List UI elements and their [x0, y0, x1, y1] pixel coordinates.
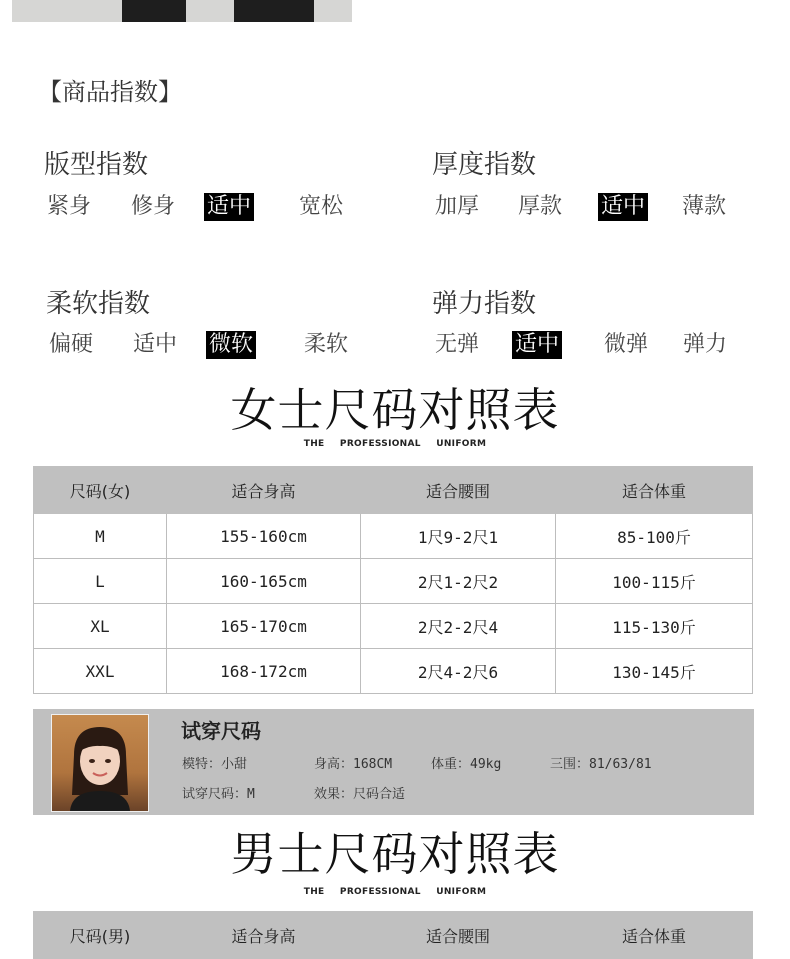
women-chart-subtitle: THE PROFESSIONAL UNIFORM: [303, 439, 487, 449]
index-options-thickness: [432, 193, 762, 223]
index-title-thickness: 厚度指数: [432, 150, 537, 180]
option-softness-hard: 偏硬: [49, 332, 94, 357]
try-on-effect: 效果：尺码合适: [314, 787, 406, 802]
table-row: [34, 514, 753, 559]
cell-waist: 1尺9-2尺1: [361, 514, 556, 559]
cell-waist: 2尺4-2尺6: [361, 649, 556, 694]
model-weight: 体重：49kg: [431, 757, 502, 772]
men-size-table: [33, 911, 753, 959]
option-fit-regular-selected: 适中: [204, 193, 254, 221]
women-chart-title: 女士尺码对照表: [230, 383, 560, 437]
index-options-softness: [46, 331, 376, 361]
option-softness-soft: 柔软: [304, 332, 349, 357]
option-fit-slim: 修身: [131, 194, 176, 219]
try-on-panel: [33, 709, 754, 815]
cell-height: 165-170cm: [167, 604, 361, 649]
cell-height: 160-165cm: [167, 559, 361, 604]
cell-size: XXL: [34, 649, 167, 694]
model-portrait-icon: [52, 715, 148, 811]
men-chart-subtitle: THE PROFESSIONAL UNIFORM: [303, 887, 487, 897]
cell-weight: 85-100斤: [556, 514, 753, 559]
option-thickness-thin: 薄款: [682, 194, 727, 219]
table-header-row: [34, 912, 753, 959]
index-title-fit: 版型指数: [44, 150, 149, 180]
cell-size: XL: [34, 604, 167, 649]
header-size: 尺码(女): [34, 467, 167, 514]
option-thickness-medium-thick: 厚款: [518, 194, 563, 219]
try-on-title: 试穿尺码: [181, 719, 261, 743]
header-weight: 适合体重: [556, 912, 753, 959]
cell-height: 168-172cm: [167, 649, 361, 694]
model-height: 身高：168CM: [314, 757, 393, 772]
header-weight: 适合体重: [556, 467, 753, 514]
header-waist: 适合腰围: [361, 912, 556, 959]
cell-height: 155-160cm: [167, 514, 361, 559]
women-size-table: [33, 466, 753, 694]
header-height: 适合身高: [167, 467, 361, 514]
option-thickness-thick: 加厚: [435, 194, 480, 219]
option-fit-loose: 宽松: [299, 194, 344, 219]
cell-size: L: [34, 559, 167, 604]
table-row: [34, 604, 753, 649]
cell-weight: 130-145斤: [556, 649, 753, 694]
option-elasticity-slight: 微弹: [604, 332, 649, 357]
photo-leg-right: [234, 0, 314, 22]
option-softness-moderate: 适中: [133, 332, 178, 357]
header-size: 尺码(男): [34, 912, 167, 959]
model-name: 模特：小甜: [182, 757, 248, 772]
option-softness-slightly-soft-selected: 微软: [206, 331, 256, 359]
cell-weight: 115-130斤: [556, 604, 753, 649]
index-options-fit: [44, 193, 374, 223]
cell-waist: 2尺1-2尺2: [361, 559, 556, 604]
model-measurements: 三围：81/63/81: [550, 757, 652, 772]
table-row: [34, 649, 753, 694]
table-header-row: [34, 467, 753, 514]
section-label: 【商品指数】: [38, 78, 182, 106]
cell-weight: 100-115斤: [556, 559, 753, 604]
table-row: [34, 559, 753, 604]
index-options-elasticity: [432, 331, 762, 361]
index-title-elasticity: 弹力指数: [432, 289, 537, 319]
product-photo-crop: [12, 0, 352, 22]
header-height: 适合身高: [167, 912, 361, 959]
cell-size: M: [34, 514, 167, 559]
index-title-softness: 柔软指数: [46, 289, 151, 319]
cell-waist: 2尺2-2尺4: [361, 604, 556, 649]
option-elasticity-stretch: 弹力: [683, 332, 728, 357]
try-on-size: 试穿尺码：M: [182, 787, 255, 802]
model-avatar: [51, 714, 149, 812]
option-elasticity-moderate-selected: 适中: [512, 331, 562, 359]
header-waist: 适合腰围: [361, 467, 556, 514]
option-thickness-moderate-selected: 适中: [598, 193, 648, 221]
men-chart-title: 男士尺码对照表: [230, 827, 560, 881]
option-fit-tight: 紧身: [47, 194, 92, 219]
photo-leg-left: [122, 0, 186, 22]
option-elasticity-none: 无弹: [435, 332, 480, 357]
